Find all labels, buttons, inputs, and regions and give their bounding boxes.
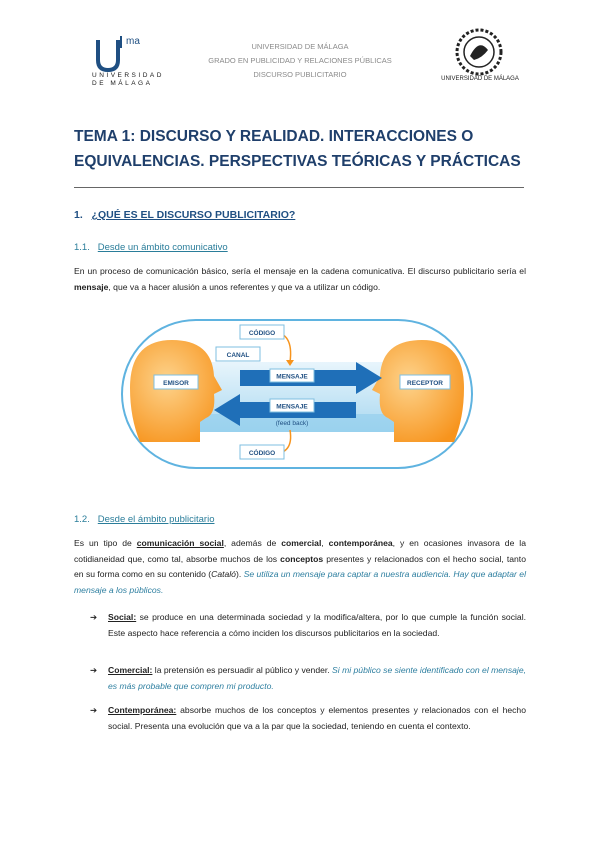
mensaje-label: MENSAJE xyxy=(276,373,308,381)
bullet-text: absorbe muchos de los conceptos y elementos presentes y relacionados con el hecho social. Presenta una evolución que va a la par que la sociedad, teniendo en cuenta el contexto. xyxy=(108,705,526,731)
para2-text: , además de xyxy=(223,538,282,548)
communication-diagram xyxy=(120,318,474,470)
header-center-text xyxy=(180,40,420,82)
para2-text: , y en ocasiones invasora de la cotidianeidad que, como tal, absorbe muchos de los xyxy=(74,538,526,564)
para2-term-commercial: comercial xyxy=(281,538,322,548)
bullet-term: Social: xyxy=(108,612,137,622)
para2-citation: Cataló xyxy=(211,569,236,580)
seal-caption: UNIVERSIDAD DE MÁLAGA xyxy=(441,76,519,82)
section-number: 1. xyxy=(74,209,83,221)
list-item xyxy=(92,663,526,694)
arrow-bullet-icon: ➔ xyxy=(90,612,98,622)
page-title: TEMA 1: DISCURSO Y REALIDAD. INTERACCIONES O EQUIVALENCIAS. PERSPECTIVAS TEÓRICAS Y PRÁCTICAS xyxy=(74,128,521,170)
header-course: DISCURSO PUBLICITARIO xyxy=(253,70,347,79)
section-label: ¿QUÉ ES EL DISCURSO PUBLICITARIO? xyxy=(91,209,296,221)
bullet-term: Comercial: xyxy=(108,665,153,675)
title-divider xyxy=(74,187,524,188)
canal-label: CANAL xyxy=(226,352,250,359)
uma-logo-line1: UNIVERSIDAD xyxy=(92,72,164,79)
uma-logo-word: ma xyxy=(126,36,140,47)
subsection-heading-2 xyxy=(74,514,214,525)
bullet-term: Contemporánea: xyxy=(108,705,177,715)
para2-term-concepts: conceptos xyxy=(280,553,324,564)
paragraph-communication xyxy=(74,264,526,295)
bullet-note: Si mi público se siente identificado con el mensaje, es más probable que compren mi producto. xyxy=(108,665,526,691)
bullet-text: se produce en una determinada sociedad y la modifica/altera, por lo que cumple la función social. Este aspecto hace referencia a cómo inciden los discursos publicitarios en la sociedad. xyxy=(108,612,526,638)
arrow-bullet-icon: ➔ xyxy=(90,665,98,675)
subsection-number: 1.2. xyxy=(74,514,90,525)
subsection-heading-1 xyxy=(74,242,228,253)
feedback-label: (feed back) xyxy=(275,420,309,427)
header-degree: GRADO EN PUBLICIDAD Y RELACIONES PÚBLICAS xyxy=(208,56,392,65)
para1-text-end: , que va a hacer alusión a unos referentes y que va a utilizar un código. xyxy=(108,281,381,292)
paragraph-advertising xyxy=(74,536,526,598)
university-seal-icon xyxy=(448,28,510,80)
para2-term-social: comunicación social xyxy=(136,538,224,548)
para2-text: , xyxy=(321,538,329,548)
uma-logo-caption xyxy=(92,72,162,88)
header-university: UNIVERSIDAD DE MÁLAGA xyxy=(251,42,349,51)
codigo-top-label: CÓDIGO xyxy=(248,330,276,337)
bullet-text: la pretensión es persuadir al público y vender. xyxy=(152,665,333,675)
section-heading xyxy=(74,209,295,221)
arrow-bullet-icon: ➔ xyxy=(90,705,98,715)
subsection-number: 1.1. xyxy=(74,242,90,253)
para2-text: Es un tipo de xyxy=(74,538,137,548)
para2-note: Se utiliza un mensaje para captar a nuestra audiencia. Hay que adaptar el mensaje a los públicos. xyxy=(74,569,526,595)
para2-term-contemporary: contemporánea xyxy=(328,538,393,548)
emisor-label: EMISOR xyxy=(163,380,189,387)
uma-logo-line2: DE MÁLAGA xyxy=(92,80,153,87)
codigo-bottom-label: CÓDIGO xyxy=(248,450,276,457)
page-header xyxy=(0,0,600,100)
para1-text: En un proceso de comunicación básico, sería el mensaje en la cadena comunicativa. El discurso publicitario sería el xyxy=(74,266,526,276)
list-item xyxy=(92,703,526,734)
para2-text: ). xyxy=(235,569,244,580)
mensaje-feedback-label: MENSAJE xyxy=(276,403,308,411)
receptor-label: RECEPTOR xyxy=(407,380,443,387)
subsection-label: Desde el ámbito publicitario xyxy=(97,514,215,525)
para1-bold: mensaje xyxy=(74,281,109,292)
para2-text: presentes y relacionados con el hecho social, tanto en su forma como en su contenido ( xyxy=(74,553,526,580)
subsection-label: Desde un ámbito comunicativo xyxy=(97,242,228,253)
list-item xyxy=(92,610,526,641)
